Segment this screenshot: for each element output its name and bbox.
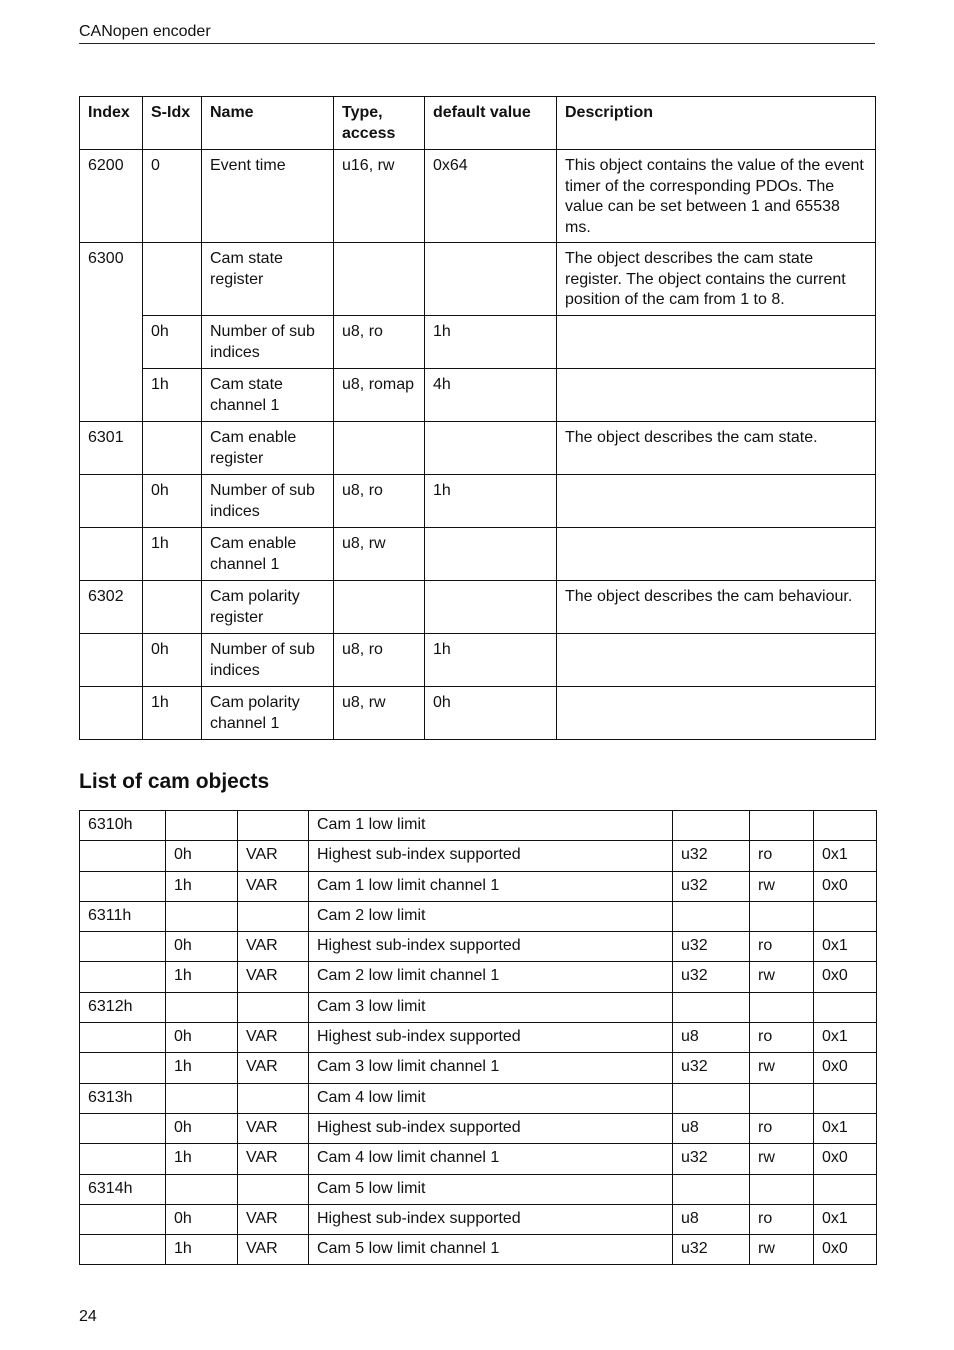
cell-access — [750, 811, 814, 841]
cell-default — [814, 901, 877, 931]
cell-default — [814, 1083, 877, 1113]
cell-description — [557, 687, 876, 740]
cell-index: 6313h — [80, 1083, 166, 1113]
cell-sidx — [143, 422, 202, 475]
cell-access: ro — [750, 1023, 814, 1053]
cell-type: u8, ro — [334, 316, 425, 369]
cell-access: ro — [750, 841, 814, 871]
cell-object-type: VAR — [238, 932, 309, 962]
cell-default: 0x0 — [814, 1235, 877, 1265]
header-description: Description — [557, 97, 876, 150]
cell-access — [750, 901, 814, 931]
cell-name: Highest sub-index supported — [309, 1204, 673, 1234]
cell-index — [80, 932, 166, 962]
cell-object-type: VAR — [238, 1023, 309, 1053]
cell-data-type: u32 — [673, 962, 750, 992]
cell-data-type: u32 — [673, 1053, 750, 1083]
cell-index — [80, 1023, 166, 1053]
cell-name: Event time — [202, 150, 334, 243]
cell-default: 0x0 — [814, 1053, 877, 1083]
cell-type: u8, rw — [334, 687, 425, 740]
cell-data-type — [673, 1083, 750, 1113]
table-row — [80, 932, 877, 962]
cell-sidx: 1h — [143, 369, 202, 422]
cell-object-type — [238, 901, 309, 931]
cell-subindex: 1h — [166, 1235, 238, 1265]
cell-index: 6300 — [80, 243, 143, 422]
cell-data-type — [673, 811, 750, 841]
cell-access: rw — [750, 1144, 814, 1174]
cell-type: u8, rw — [334, 528, 425, 581]
table-row — [80, 687, 876, 740]
cell-index — [80, 475, 143, 528]
cell-name: Cam 4 low limit — [309, 1083, 673, 1113]
object-table — [79, 96, 876, 740]
cell-data-type: u8 — [673, 1113, 750, 1143]
cell-type — [334, 243, 425, 316]
cell-sidx: 1h — [143, 687, 202, 740]
cell-object-type — [238, 1174, 309, 1204]
table-row — [80, 1174, 877, 1204]
cell-subindex: 0h — [166, 932, 238, 962]
table-row — [80, 475, 876, 528]
cell-data-type: u8 — [673, 1204, 750, 1234]
header-sidx: S-Idx — [143, 97, 202, 150]
cell-index — [80, 528, 143, 581]
cell-name: Cam polarity channel 1 — [202, 687, 334, 740]
cell-default — [814, 811, 877, 841]
table-row — [80, 634, 876, 687]
cell-data-type: u32 — [673, 841, 750, 871]
cell-description — [557, 369, 876, 422]
cell-default — [425, 422, 557, 475]
cell-sidx: 0h — [143, 316, 202, 369]
cell-default: 0x64 — [425, 150, 557, 243]
header-type-access: Type, access — [334, 97, 425, 150]
table-row — [80, 871, 877, 901]
cell-name: Cam state channel 1 — [202, 369, 334, 422]
table-row — [80, 369, 876, 422]
cell-type — [334, 581, 425, 634]
cell-index: 6302 — [80, 581, 143, 634]
cell-access: rw — [750, 962, 814, 992]
cell-default: 0x1 — [814, 932, 877, 962]
header-index: Index — [80, 97, 143, 150]
cell-index: 6200 — [80, 150, 143, 243]
cell-index — [80, 687, 143, 740]
cell-index: 6312h — [80, 992, 166, 1022]
cell-name: Highest sub-index supported — [309, 1023, 673, 1053]
cam-objects-body — [80, 811, 877, 1265]
cell-data-type: u32 — [673, 932, 750, 962]
cam-objects-table — [79, 810, 877, 1265]
cell-default: 0x0 — [814, 871, 877, 901]
cell-sidx: 0h — [143, 634, 202, 687]
cell-default — [814, 1174, 877, 1204]
cell-access: rw — [750, 871, 814, 901]
table-row — [80, 1023, 877, 1053]
cell-description: The object describes the cam state register. The object contains the current position of the cam from 1 to 8. — [557, 243, 876, 316]
header-default-value: default value — [425, 97, 557, 150]
cell-name: Cam enable channel 1 — [202, 528, 334, 581]
cell-default — [425, 581, 557, 634]
header-name: Name — [202, 97, 334, 150]
table-row — [80, 992, 877, 1022]
cell-object-type: VAR — [238, 841, 309, 871]
cell-name: Cam polarity register — [202, 581, 334, 634]
cell-index — [80, 1144, 166, 1174]
object-table-header-row — [80, 97, 876, 150]
cell-default — [814, 992, 877, 1022]
table-row — [80, 316, 876, 369]
cell-data-type — [673, 901, 750, 931]
cell-data-type: u8 — [673, 1023, 750, 1053]
cell-name: Number of sub indices — [202, 316, 334, 369]
cell-default: 0x1 — [814, 841, 877, 871]
cell-data-type — [673, 1174, 750, 1204]
cell-name: Cam 1 low limit — [309, 811, 673, 841]
cell-subindex — [166, 1083, 238, 1113]
cell-object-type — [238, 811, 309, 841]
cell-default: 0x1 — [814, 1204, 877, 1234]
cell-default: 0x0 — [814, 962, 877, 992]
cell-description — [557, 634, 876, 687]
cell-default: 0h — [425, 687, 557, 740]
cell-default — [425, 528, 557, 581]
cell-index — [80, 1204, 166, 1234]
cell-data-type — [673, 992, 750, 1022]
running-header: CANopen encoder — [79, 22, 875, 44]
cell-object-type — [238, 1083, 309, 1113]
cell-access: ro — [750, 932, 814, 962]
cell-subindex — [166, 992, 238, 1022]
cell-access: rw — [750, 1053, 814, 1083]
cell-name: Number of sub indices — [202, 634, 334, 687]
table-row — [80, 581, 876, 634]
table-row — [80, 422, 876, 475]
cell-index — [80, 871, 166, 901]
cell-subindex: 1h — [166, 962, 238, 992]
cell-default: 0x1 — [814, 1113, 877, 1143]
cell-name: Cam 2 low limit channel 1 — [309, 962, 673, 992]
cell-access: ro — [750, 1113, 814, 1143]
cell-name: Highest sub-index supported — [309, 932, 673, 962]
cell-description: The object describes the cam state. — [557, 422, 876, 475]
cell-name: Cam enable register — [202, 422, 334, 475]
cell-name: Highest sub-index supported — [309, 841, 673, 871]
cell-object-type: VAR — [238, 962, 309, 992]
cell-name: Cam 5 low limit channel 1 — [309, 1235, 673, 1265]
cell-name: Cam 2 low limit — [309, 901, 673, 931]
cell-default: 1h — [425, 316, 557, 369]
cell-subindex: 1h — [166, 1144, 238, 1174]
cell-index: 6311h — [80, 901, 166, 931]
cell-subindex: 1h — [166, 871, 238, 901]
table-row — [80, 962, 877, 992]
cell-object-type: VAR — [238, 1053, 309, 1083]
table-row — [80, 1235, 877, 1265]
cell-name: Cam 5 low limit — [309, 1174, 673, 1204]
cell-name: Cam 1 low limit channel 1 — [309, 871, 673, 901]
cell-object-type — [238, 992, 309, 1022]
cell-type: u8, ro — [334, 475, 425, 528]
cell-index: 6310h — [80, 811, 166, 841]
table-row — [80, 528, 876, 581]
table-row — [80, 243, 876, 316]
cell-default: 0x0 — [814, 1144, 877, 1174]
cell-default: 1h — [425, 475, 557, 528]
cell-type — [334, 422, 425, 475]
cell-access: rw — [750, 1235, 814, 1265]
cell-name: Cam 4 low limit channel 1 — [309, 1144, 673, 1174]
cell-subindex: 0h — [166, 1113, 238, 1143]
cell-sidx: 0h — [143, 475, 202, 528]
cell-description — [557, 528, 876, 581]
cell-object-type: VAR — [238, 1235, 309, 1265]
cell-description — [557, 316, 876, 369]
cell-index — [80, 962, 166, 992]
cell-type: u16, rw — [334, 150, 425, 243]
cell-name: Cam state register — [202, 243, 334, 316]
cell-name: Cam 3 low limit — [309, 992, 673, 1022]
cell-default: 1h — [425, 634, 557, 687]
cell-object-type: VAR — [238, 1113, 309, 1143]
cell-data-type: u32 — [673, 871, 750, 901]
cell-access — [750, 992, 814, 1022]
cell-description — [557, 475, 876, 528]
table-row — [80, 1083, 877, 1113]
cell-default: 4h — [425, 369, 557, 422]
cell-sidx: 0 — [143, 150, 202, 243]
table-row — [80, 841, 877, 871]
cell-sidx: 1h — [143, 528, 202, 581]
cell-data-type: u32 — [673, 1144, 750, 1174]
cell-access — [750, 1174, 814, 1204]
cell-default: 0x1 — [814, 1023, 877, 1053]
cell-index — [80, 1113, 166, 1143]
cell-subindex: 0h — [166, 841, 238, 871]
cell-type: u8, romap — [334, 369, 425, 422]
cell-subindex — [166, 811, 238, 841]
table-row — [80, 1204, 877, 1234]
cell-index — [80, 1235, 166, 1265]
cell-index — [80, 1053, 166, 1083]
cell-index: 6301 — [80, 422, 143, 475]
cell-description: The object describes the cam behaviour. — [557, 581, 876, 634]
cell-subindex: 0h — [166, 1023, 238, 1053]
cell-access: ro — [750, 1204, 814, 1234]
cell-name: Cam 3 low limit channel 1 — [309, 1053, 673, 1083]
page-number: 24 — [79, 1308, 97, 1325]
cell-description: This object contains the value of the event timer of the corresponding PDOs. The value can be set between 1 and 65538 ms. — [557, 150, 876, 243]
section-title: List of cam objects — [79, 770, 270, 793]
table-row — [80, 1113, 877, 1143]
table-row — [80, 811, 877, 841]
cell-object-type: VAR — [238, 1204, 309, 1234]
cell-subindex: 1h — [166, 1053, 238, 1083]
cell-default — [425, 243, 557, 316]
cell-object-type: VAR — [238, 871, 309, 901]
cell-access — [750, 1083, 814, 1113]
cell-name: Highest sub-index supported — [309, 1113, 673, 1143]
cell-name: Number of sub indices — [202, 475, 334, 528]
cell-subindex — [166, 1174, 238, 1204]
cell-subindex — [166, 901, 238, 931]
cell-index: 6314h — [80, 1174, 166, 1204]
cell-index — [80, 634, 143, 687]
cell-object-type: VAR — [238, 1144, 309, 1174]
table-row — [80, 150, 876, 243]
cell-subindex: 0h — [166, 1204, 238, 1234]
table-row — [80, 1053, 877, 1083]
table-row — [80, 901, 877, 931]
cell-data-type: u32 — [673, 1235, 750, 1265]
table-row — [80, 1144, 877, 1174]
cell-type: u8, ro — [334, 634, 425, 687]
cell-index — [80, 841, 166, 871]
cell-sidx — [143, 581, 202, 634]
cell-sidx — [143, 243, 202, 316]
